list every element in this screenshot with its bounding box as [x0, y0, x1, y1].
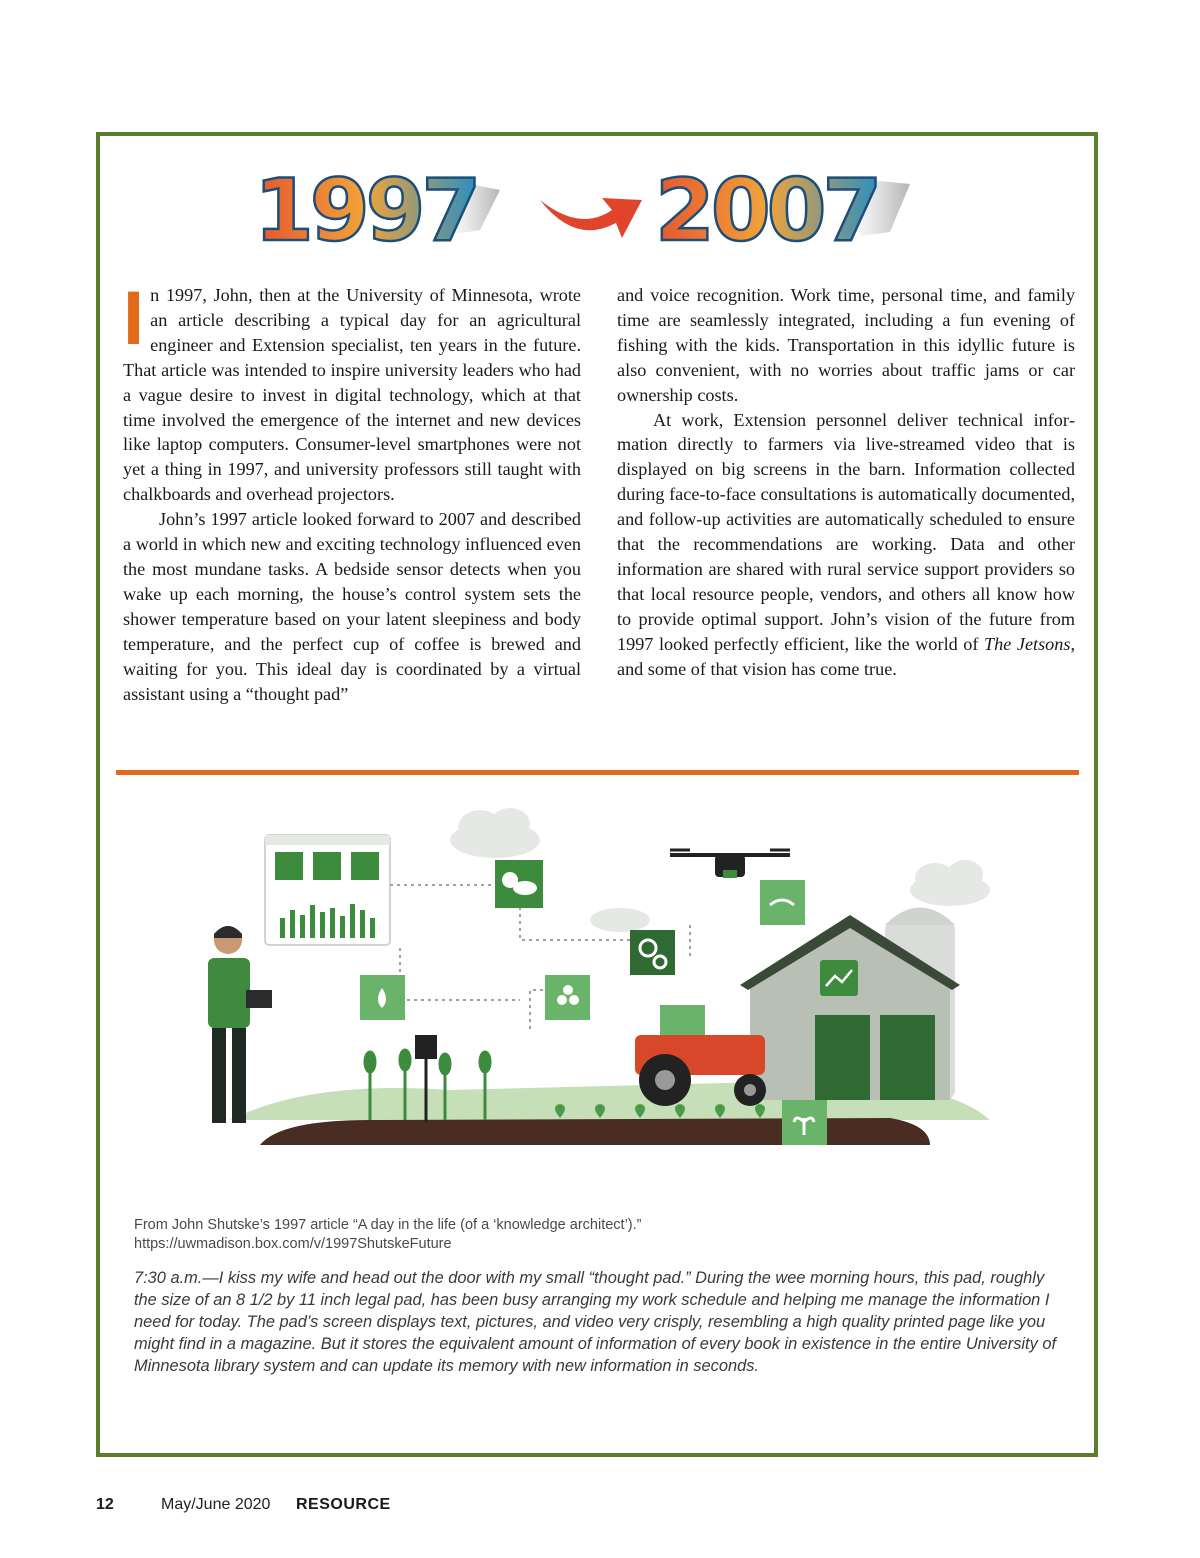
wifi-icon [760, 880, 805, 925]
page-number: 12 [96, 1496, 114, 1513]
gears-icon [630, 930, 675, 975]
farmer-figure [208, 926, 272, 1123]
cloud-small-icon [351, 852, 379, 880]
year-to: 2007 [655, 161, 879, 260]
section-divider [116, 770, 1079, 775]
arrow-icon [540, 198, 642, 238]
issue-date: May/June 2020 [161, 1496, 271, 1513]
image-caption [134, 1216, 1064, 1254]
thermometer-icon [313, 852, 341, 880]
pull-quote: 7:30 a.m.—I kiss my wife and head out the door with my small “thought pad.” During the wee morning hours, this pad, roughly the size of an 8 1/2 by 11 inch legal pad, has been busy arranging my work schedule and helping me manage the information I need for today. The pad’s screen displays text, pictures, and video very crisply, resembling a high quality printed page like you might find in a magazine. But it stores the equivalent amount of information of every book in existence in the entire University of Minnesota library system and can update its memory with new information in seconds. [134, 1269, 1057, 1375]
right-paragraph-2-end: , and some of that vision has come true. [617, 633, 1075, 679]
right-paragraph-2-text: At work, Extension personnel deliver technical information directly to farmers via live-streamed video that is displayed on big screens in the barn. Information collected during face-to-face consultations is automatically documented, and follow-up activities are automatically scheduled to ensure that the recommendations are working. Data and other information are shared with rural service support providers so that local resource people, vendors, and others all know how to provide optimal support. John’s vision of the future from 1997 looked perfectly efficient, like the world of [617, 409, 1075, 654]
left-paragraph-1: n 1997, John, then at the University of Minnesota, wrote an article describing a typical day for an agricultural engineer and Extension specialist, ten years in the future. That article was intended to inspire university leaders who had a vague desire to invest in digital technology, which at that time involved the emergence of the internet and new devices like laptop computers. Consumer-level smartphones were not yet a thing in 1997, and university professors still taught with chalkboards and overhead projectors. [123, 285, 581, 505]
water-drop-icon [275, 852, 303, 880]
smart-farm-illustration [190, 800, 1010, 1170]
drone-icon [670, 850, 790, 878]
caption-link[interactable]: https://uwmadison.box.com/v/1997ShutskeFuture [134, 1236, 452, 1252]
article-column-right [617, 283, 1075, 682]
caption-source: From John Shutske’s 1997 article “A day in the life (of a ‘knowledge architect’).” [134, 1217, 642, 1233]
year-from: 1997 [254, 161, 478, 260]
article-column-left [123, 276, 581, 706]
jetsons-title: The Jetsons [984, 633, 1071, 654]
right-paragraph-2 [617, 408, 1075, 682]
year-headline [250, 160, 910, 260]
right-paragraph-1: and voice recognition. Work time, personal time, and family time are seamlessly integrated, including a fun evening of fishing with the kids. Transportation in this idyllic future is also convenient, with no worries about traffic jams or car ownership costs. [617, 285, 1075, 405]
drops-icon [545, 975, 590, 1020]
drop-cap: I [123, 276, 145, 361]
left-paragraph-2: John’s 1997 article looked forward to 2007 and described a world in which new and exciting technology influenced even the most mundane tasks. A bedside sensor detects when you wake up each morning, the house’s control system sets the shower temperature based on your latent sleepiness and body temperature, and the perfect cup of coffee is brewed and waiting for you. This ideal day is coordinated by a virtual assistant using a “thought pad” [123, 509, 581, 704]
magazine-name: RESOURCE [296, 1496, 391, 1513]
